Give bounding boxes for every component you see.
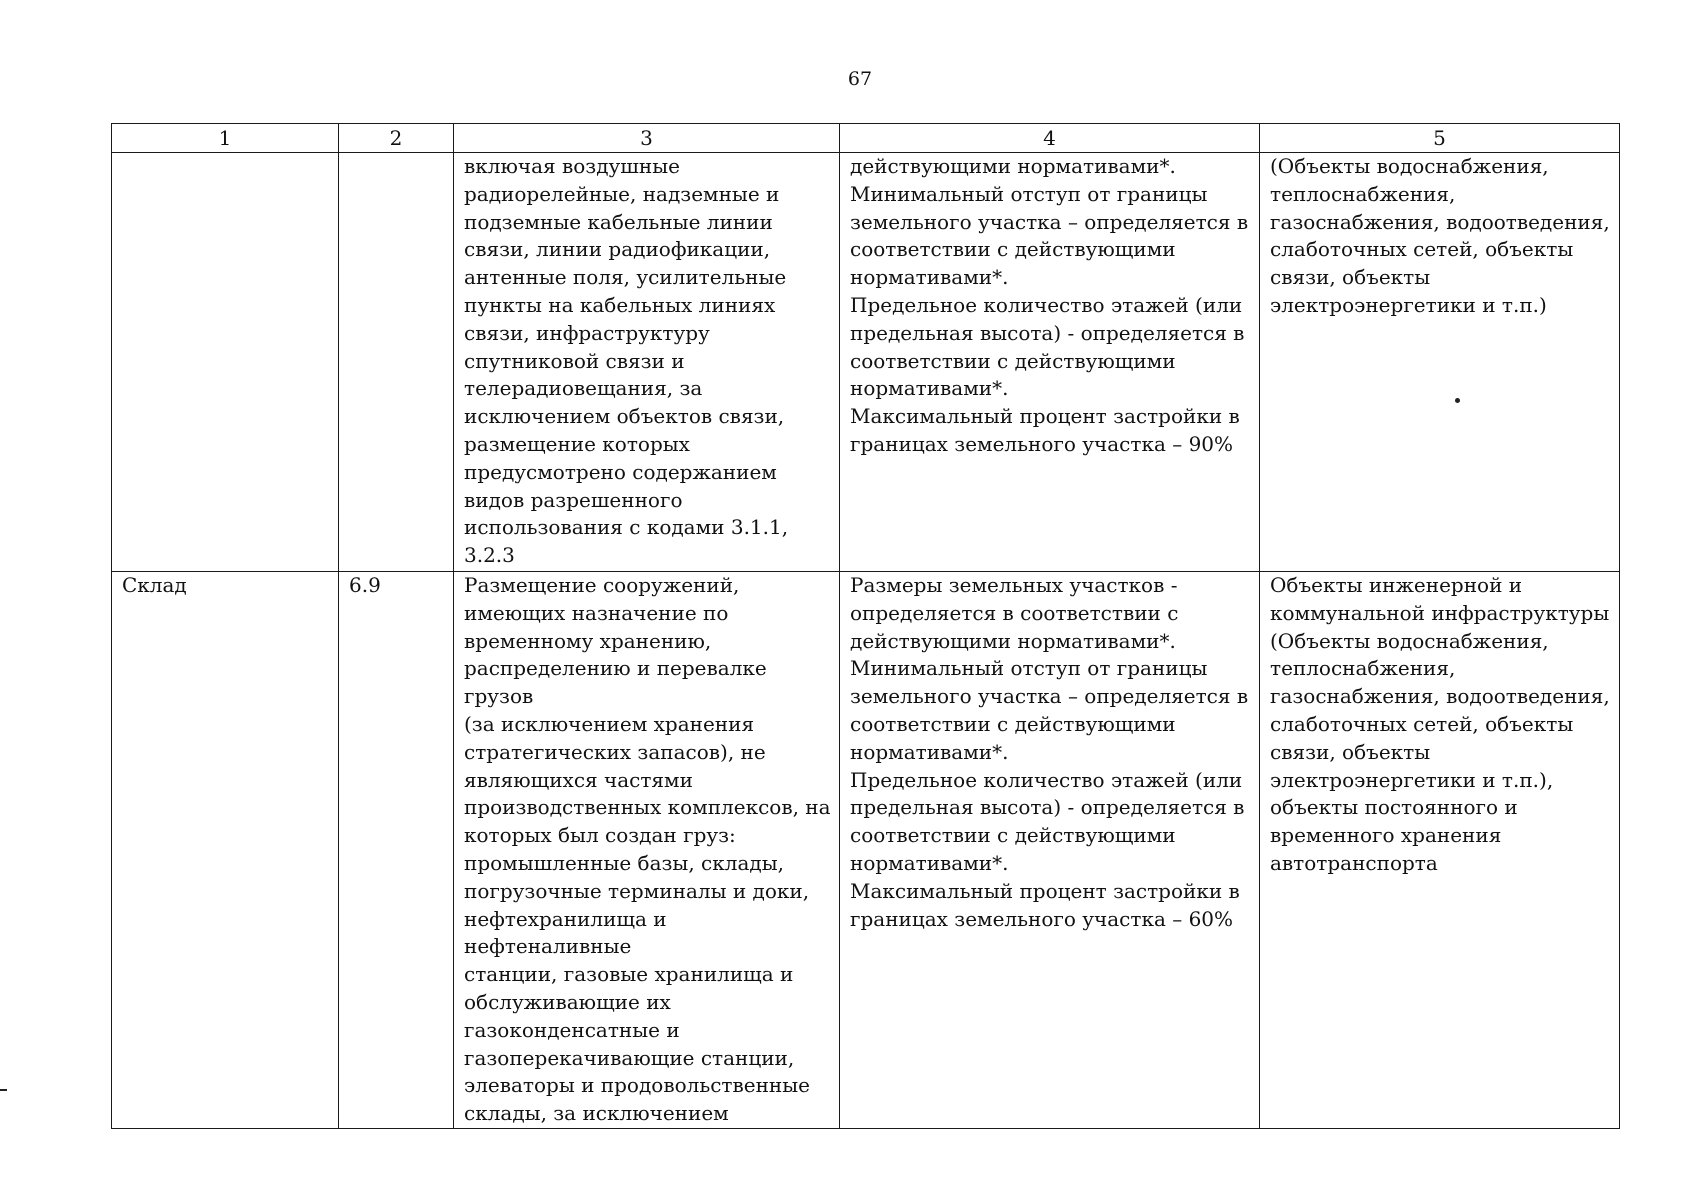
column-header-1: 1 xyxy=(112,124,339,153)
page-number: 67 xyxy=(847,68,873,90)
column-header-2: 2 xyxy=(339,124,454,153)
land-use-table xyxy=(111,123,1620,1129)
column-header-4: 4 xyxy=(840,124,1260,153)
cell-use-type xyxy=(112,153,339,572)
table-row xyxy=(112,572,1620,1129)
cell-code xyxy=(339,153,454,572)
cell-description: включая воздушные радиорелейные, надземные и подземные кабельные линии связи, линии радиофикации, антенные поля, усилительные пункты на кабельных линиях связи, инфраструктуру спутниковой связи и телерадиовещания, за исключением объектов связи, размещение которых предусмотрено содержанием видов разрешенного использования с кодами 3.1.1, 3.2.3 xyxy=(454,153,840,572)
table-row xyxy=(112,153,1620,572)
column-header-3: 3 xyxy=(454,124,840,153)
column-header-5: 5 xyxy=(1260,124,1620,153)
cell-use-type: Склад xyxy=(112,572,339,1129)
cell-description: Размещение сооружений, имеющих назначение по временному хранению, распределению и перевалке грузов (за исключением хранения стратегических запасов), не являющихся частями производственных комплексов, на которых был создан груз: промышленные базы, склады, погрузочные терминалы и доки, нефтехранилища и нефтеналивные станции, газовые хранилища и обслуживающие их газоконденсатные и газоперекачивающие станции, элеваторы и продовольственные склады, за исключением xyxy=(454,572,840,1129)
table-header-row xyxy=(112,124,1620,153)
margin-dash-mark xyxy=(0,1089,7,1091)
cell-parameters: действующими нормативами*. Минимальный отступ от границы земельного участка – определяется в соответствии с действующими нормативами*. Предельное количество этажей (или предельная высота) - определяется в соответствии с действующими нормативами*. Максимальный процент застройки в границах земельного участка – 90% xyxy=(840,153,1260,572)
cell-auxiliary-uses: Объекты инженерной и коммунальной инфраструктуры (Объекты водоснабжения, теплоснабжения, газоснабжения, водоотведения, слаботочных сетей, объекты связи, объекты электроэнергетики и т.п.), объекты постоянного и временного хранения автотранспорта xyxy=(1260,572,1620,1129)
stray-dot-mark xyxy=(1455,398,1460,403)
cell-auxiliary-uses: (Объекты водоснабжения, теплоснабжения, газоснабжения, водоотведения, слаботочных сетей, объекты связи, объекты электроэнергетики и т.п.) xyxy=(1260,153,1620,572)
cell-parameters: Размеры земельных участков - определяется в соответствии с действующими нормативами*. Минимальный отступ от границы земельного участка – определяется в соответствии с действующими нормативами*. Предельное количество этажей (или предельная высота) - определяется в соответствии с действующими нормативами*. Максимальный процент застройки в границах земельного участка – 60% xyxy=(840,572,1260,1129)
cell-code: 6.9 xyxy=(339,572,454,1129)
